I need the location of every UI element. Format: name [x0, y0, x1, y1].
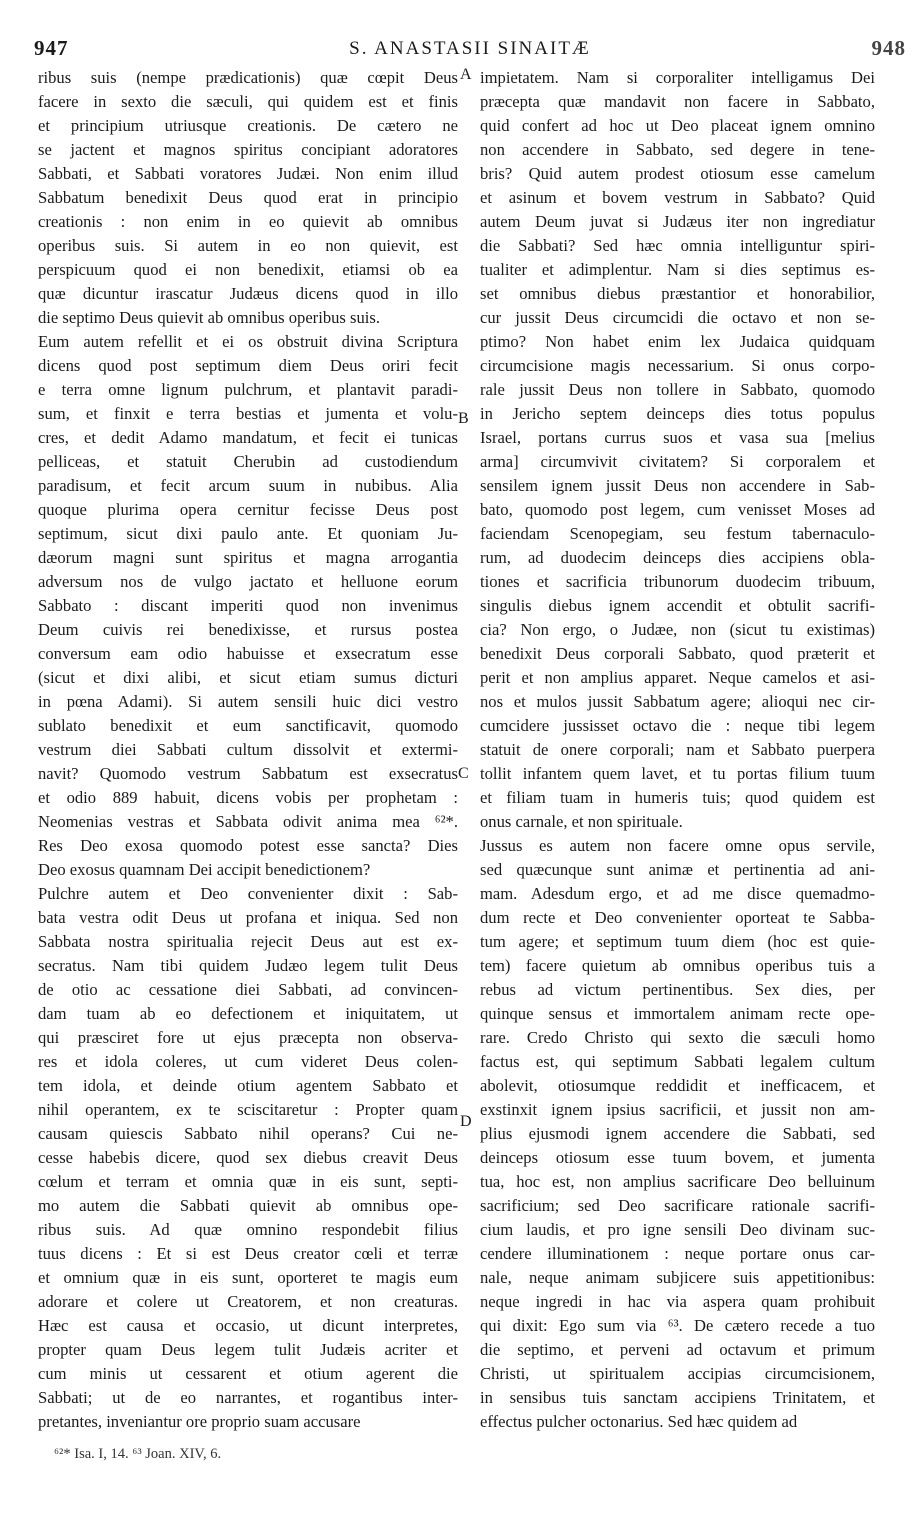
text-line: Neomenias vestras et Sabbata odivit anima mea ⁶²*. [38, 812, 458, 831]
text-line: creationis : non enim in eo quievit ab omnibus [38, 212, 458, 231]
text-line: nos et mulos jussit Sabbatum agere; alioqui nec cir- [480, 692, 875, 711]
text-line: Pulchre autem et Deo convenienter dixit : Sab- [38, 884, 458, 903]
text-line: causam quiescis Sabbato nihil operans? Cui ne- [38, 1124, 458, 1143]
text-line: ribus suis. Ad quæ omnino respondebit filius [38, 1220, 458, 1239]
text-line: quæ dicuntur irascatur Judæus dicens quod in illo [38, 284, 458, 303]
text-line: nihil operantem, ex te sciscitaretur : Propter quam [38, 1100, 458, 1119]
text-line: Eum autem refellit et ei os obstruit divina Scriptura [38, 332, 458, 351]
page-header [34, 36, 906, 62]
text-line: abolevit, otiosumque reddidit et inefficacem, et [480, 1076, 875, 1095]
text-line: et filiam tuam in humeris tuis; quod quidem est [480, 788, 875, 807]
text-line: benedixit Deus corporali Sabbato, quod præterit et [480, 644, 875, 663]
text-line: perspicuum quod ei non benedixit, etiamsi ob ea [38, 260, 458, 279]
margin-letter-a: A [460, 66, 472, 83]
text-line: vestrum diei Sabbati cultum dissolvit et extermi- [38, 740, 458, 759]
text-line: sed quæcunque sunt animæ et pertinentia ad ani- [480, 860, 875, 879]
text-line: factus est, qui septimum Sabbati legalem cultum [480, 1052, 875, 1071]
text-line: sensilem ignem jussit Deus non accendere in Sab- [480, 476, 875, 495]
text-line: tua, hoc est, non amplius sacrificare Deo belluinum [480, 1172, 875, 1191]
text-line: neque ingredi in hac via aspera quam prohibuit [480, 1292, 875, 1311]
text-line: mam. Adesdum ergo, et ad me disce quemadmo- [480, 884, 875, 903]
text-line: bris? Quid autem prodest otiosum esse camelum [480, 164, 875, 183]
text-line: Deum cuivis rei benedixisse, et rursus postea [38, 620, 458, 639]
text-line: tem) facere quietum ab omnibus operibus tuis a [480, 956, 875, 975]
text-line: quid confert ad hoc ut Deo placeat ignem omnino [480, 116, 875, 135]
text-line: cumcidere jussisset octavo die : neque tibi legem [480, 716, 875, 735]
text-line: rum, ad duodecim deinceps dies accipiens obla- [480, 548, 875, 567]
text-line: rebus ad victum pertinentibus. Sex dies, per [480, 980, 875, 999]
margin-letter-b: B [458, 410, 469, 427]
text-line: dam tuam ab eo defectionem et iniquitatem, ut [38, 1004, 458, 1023]
text-line: sum, et finxit e terra bestias et jumenta et volu- [38, 404, 458, 423]
text-line: Sabbata nostra spiritualia rejecit Deus aut est ex- [38, 932, 458, 951]
text-line: rale jussit Deus non tollere in Sabbato, quomodo [480, 380, 875, 399]
text-line: e terra omne lignum pulchrum, et plantavit paradi- [38, 380, 458, 399]
text-line: deinceps otiosum esse tuum bovem, et jumenta [480, 1148, 875, 1167]
text-line: Sabbatum benedixit Deus quod erat in principio [38, 188, 458, 207]
text-line: die septimo, et perveni ad octavum et primum [480, 1340, 875, 1359]
text-line: secratus. Nam tibi quidem Judæo legem tulit Deus [38, 956, 458, 975]
text-line: septimum, sicut dixi paulo ante. Et quoniam Ju- [38, 524, 458, 543]
text-line: arma] circumvivit civitatem? Si corporalem et [480, 452, 875, 471]
text-line: tuus dicens : Et si est Deus creator cœli et terræ [38, 1244, 458, 1263]
text-line: dicens quod post septimum diem Deus oriri fecit [38, 356, 458, 375]
text-line: quinque sensus et immortalem animam recte ope- [480, 1004, 875, 1023]
text-line: dæorum magni sunt spiritus et magna arrogantia [38, 548, 458, 567]
text-line: cur jussit Deus circumcidi die octavo et non se- [480, 308, 875, 327]
text-line: res et idola coleres, ut cum videret Deus colen- [38, 1052, 458, 1071]
text-line: adorare et colere ut Creatorem, et non creaturas. [38, 1292, 458, 1311]
text-line: tem idola, et deinde otium agentem Sabbato et [38, 1076, 458, 1095]
text-line: propter quam Deus legem tulit Judæis acriter et [38, 1340, 458, 1359]
text-line: et asinum et bovem vestrum in Sabbato? Quid [480, 188, 875, 207]
right-column [480, 66, 875, 1434]
text-line: set omnibus diebus præstantior et honorabilior, [480, 284, 875, 303]
text-line: cœlum et terram et omnia quæ in eis sunt, septi- [38, 1172, 458, 1191]
text-line: statuit de onere corporali; nam et Sabbato puerpera [480, 740, 875, 759]
text-line: exstinxit ignem ipsius sacrificii, et jussit non am- [480, 1100, 875, 1119]
margin-letter-d: D [460, 1113, 472, 1130]
footnotes: ⁶²* Isa. I, 14. ⁶³ Joan. XIV, 6. [54, 1446, 222, 1462]
text-line: circumcisione magis necessarium. Si onus corpo- [480, 356, 875, 375]
text-line: singulis diebus ignem accendit et obtulit sacrifi- [480, 596, 875, 615]
text-line: qui dixit: Ego sum via ⁶³. De cætero recede a tuo [480, 1316, 875, 1335]
left-page-number: 947 [34, 36, 69, 60]
text-line: Hæc est causa et occasio, ut dicunt interpretes, [38, 1316, 458, 1335]
text-line: (sicut et dixi alibi, et sicut etiam sumus dicturi [38, 668, 458, 687]
left-column [38, 66, 458, 1434]
text-line: impietatem. Nam si corporaliter intelligamus Dei [480, 68, 875, 87]
text-line: de otio ac cessatione diei Sabbati, ad convincen- [38, 980, 458, 999]
text-line: cium laudis, et pro igne sensili Deo divinam suc- [480, 1220, 875, 1239]
text-line: cia? Non ergo, o Judæe, non (sicut tu existimas) [480, 620, 875, 639]
text-line: Deo exosus quamnam Dei accipit benedictionem? [38, 860, 371, 879]
text-line: Sabbato : discant imperiti quod non invenimus [38, 596, 458, 615]
text-line: Sabbati, et Sabbati voratores Judæi. Non enim illud [38, 164, 458, 183]
running-title: S. ANASTASII SINAITÆ [349, 38, 591, 59]
text-line: pretantes, inveniantur ore proprio suam accusare [38, 1412, 361, 1431]
text-line: sublato benedixit et eum sanctificavit, quomodo [38, 716, 458, 735]
text-line: conversum eam odio habuisse et exsecratum esse [38, 644, 458, 663]
text-line: ptimo? Non habet enim lex Judaica quidquam [480, 332, 875, 351]
text-line: autem Deum juvat si Judæus iter non ingrediatur [480, 212, 875, 231]
text-line: Christi, ut spiritualem accipias circumcisionem, [480, 1364, 875, 1383]
text-line: rare. Credo Christo qui sexto die sæculi homo [480, 1028, 875, 1047]
text-line: Israel, portans currus suos et vasa sua [melius [480, 428, 875, 447]
text-line: adversum nos de vulgo jactato et helluone eorum [38, 572, 458, 591]
right-page-number: 948 [871, 36, 906, 60]
text-line: se jactent et magnos spiritus concipiant adoratores [38, 140, 458, 159]
text-line: cum minis ut cessarent et otium agerent die [38, 1364, 458, 1383]
text-line: tualiter et adimplentur. Nam si dies septimus es- [480, 260, 875, 279]
text-line: in Jericho septem deinceps dies totus populus [480, 404, 875, 423]
text-line: et principium utriusque creationis. De cætero ne [38, 116, 458, 135]
text-line: ribus suis (nempe prædicationis) quæ cœpit Deus [38, 68, 458, 87]
text-line: pelliceas, et statuit Cherubin ad custodiendum [38, 452, 458, 471]
text-line: nale, neque animam subjicere suis appetitionibus: [480, 1268, 875, 1287]
text-line: et odio 889 habuit, dicens vobis per prophetam : [38, 788, 458, 807]
text-line: bata vestra odit Deus ut profana et iniqua. Sed non [38, 908, 458, 927]
text-line: tollit infantem quem lavet, et tu portas filium tuum [480, 764, 875, 783]
text-line: navit? Quomodo vestrum Sabbatum est exsecratus [38, 764, 458, 783]
text-line: effectus pulcher octonarius. Sed hæc quidem ad [480, 1412, 798, 1431]
text-line: die Sabbati? Sed hæc omnia intelliguntur spiri- [480, 236, 875, 255]
text-line: Jussus es autem non facere omne opus servile, [480, 836, 875, 855]
margin-letter-c: C [458, 765, 469, 782]
text-line: cendere illuminationem : neque portare onus car- [480, 1244, 875, 1263]
text-line: cesse habebis dicere, quod sex diebus creavit Deus [38, 1148, 458, 1167]
text-line: et omnium quæ in eis sunt, oporteret te magis eum [38, 1268, 458, 1287]
text-line: dum recte et Deo convenienter oporteat te Sabba- [480, 908, 875, 927]
text-line: præcepta quæ mandavit non facere in Sabbato, [480, 92, 875, 111]
text-line: cres, et dedit Adamo mandatum, et fecit ei tunicas [38, 428, 458, 447]
text-line: Sabbati; ut de eo narrantes, et rogantibus inter- [38, 1388, 458, 1407]
text-line: bato, quomodo post legem, cum venisset Moses ad [480, 500, 875, 519]
text-line: perit et non amplius apparet. Neque camelos et asi- [480, 668, 875, 687]
text-line: tiones et sacrificia tribunorum duodecim tribuum, [480, 572, 875, 591]
text-line: operibus suis. Si autem in eo non quievit, est [38, 236, 458, 255]
text-line: tum agere; et septimum tuum diem (hoc est quie- [480, 932, 875, 951]
text-line: paradisum, et fecit arcum suum in nubibus. Alia [38, 476, 458, 495]
text-line: facere in sexto die sæculi, qui quidem est et finis [38, 92, 458, 111]
text-line: in pœna Adami). Si autem sensili huic dici vestro [38, 692, 458, 711]
text-line: Res Deo exosa quomodo potest esse sancta? Dies [38, 836, 458, 855]
text-line: faciendam Scenopegiam, seu festum tabernaculo- [480, 524, 875, 543]
text-line: in sensibus tuis sanctam accipiens Trinitatem, et [480, 1388, 875, 1407]
text-line: non accendere in Sabbato, sed degere in tene- [480, 140, 875, 159]
text-line: qui præsciret fore ut ejus præcepta non observa- [38, 1028, 458, 1047]
text-line: onus carnale, et non spirituale. [480, 812, 683, 831]
text-line: sacrificium; sed Deo sacrificare rationale sacrifi- [480, 1196, 875, 1215]
text-line: quoque plurima opera cernitur fecisse Deus post [38, 500, 458, 519]
text-line: die septimo Deus quievit ab omnibus operibus suis. [38, 308, 380, 327]
text-line: plius ejusmodi ignem accendere die Sabbati, sed [480, 1124, 875, 1143]
text-line: mo autem die Sabbati quievit ab omnibus ope- [38, 1196, 458, 1215]
